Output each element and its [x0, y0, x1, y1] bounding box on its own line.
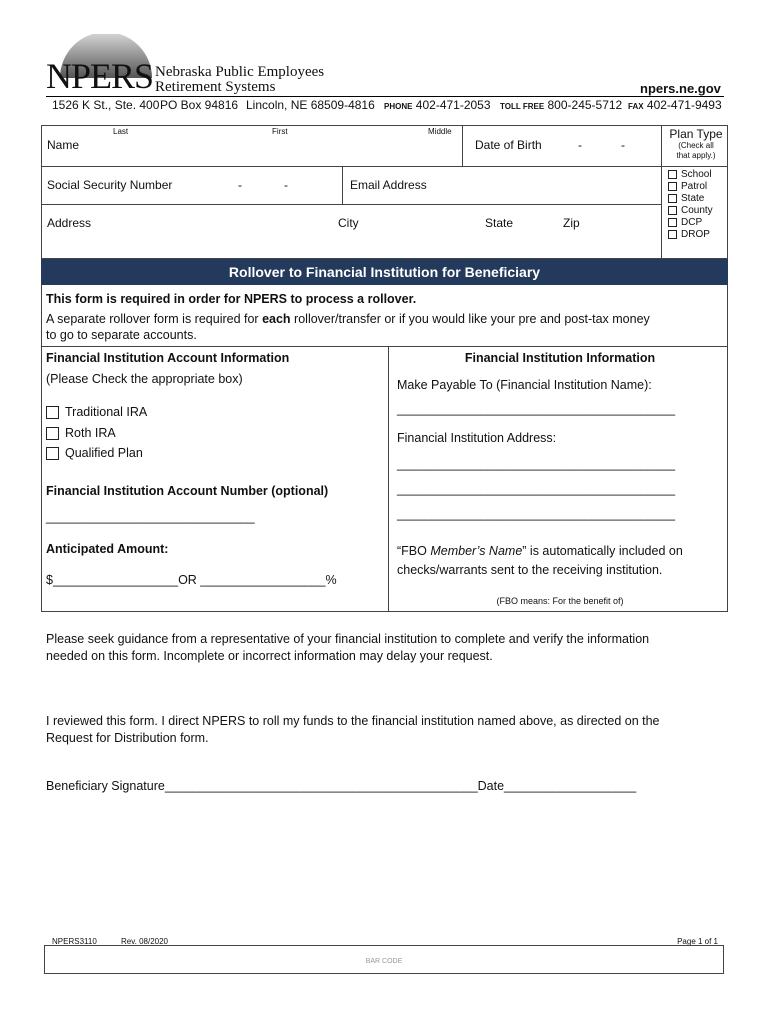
signature-date-line[interactable]: Beneficiary Signature_____________________________________________Date___________________ [46, 779, 637, 793]
org-name-line1: Nebraska Public Employees [155, 64, 325, 80]
city-state: Lincoln, NE 68509-4816 [246, 98, 375, 112]
email-label: Email Address [350, 178, 427, 192]
po-box: PO Box 94816 [160, 98, 239, 112]
check-box-note: (Please Check the appropriate box) [46, 372, 243, 386]
plan-type-title: Plan Type [669, 127, 723, 141]
first-name-label: First [272, 127, 288, 136]
plan-option-patrol[interactable]: Patrol [668, 181, 713, 193]
dob-dash-2: - [621, 138, 625, 152]
ssn-dash-2: - [284, 178, 288, 192]
institution-address-line1[interactable]: ________________________________________ [397, 457, 676, 471]
name-label: Name [47, 138, 80, 152]
checkbox[interactable] [668, 194, 677, 203]
fax-number: 402-471-9493 [646, 98, 722, 112]
logo-text: NPERS [46, 56, 154, 96]
review-line1: I reviewed this form. I direct NPERS to roll my funds to the financial institution named above, as directed on the [46, 714, 660, 728]
institution-address-line2[interactable]: ________________________________________ [397, 482, 676, 496]
org-name-line2: Retirement Systems [155, 79, 276, 95]
checkbox[interactable] [668, 218, 677, 227]
dob-dash-1: - [578, 138, 582, 152]
phone-label: PHONE [384, 102, 413, 111]
account-number-label: Financial Institution Account Number (optional) [46, 484, 329, 498]
ssn-label: Social Security Number [47, 178, 173, 192]
checkbox[interactable] [46, 447, 59, 460]
plan-option-drop[interactable]: DROP [668, 229, 713, 241]
checkbox[interactable] [668, 170, 677, 179]
plan-option-dcp[interactable]: DCP [668, 217, 713, 229]
guidance-line1: Please seek guidance from a representative of your financial institution to complete and verify the information [46, 632, 650, 646]
middle-name-label: Middle [428, 127, 452, 136]
name-field[interactable] [47, 142, 457, 162]
city-label: City [338, 216, 359, 230]
page-number: Page 1 of 1 [677, 937, 718, 946]
account-number-field[interactable]: ______________________________ [46, 510, 255, 524]
account-type-options [46, 402, 147, 464]
fax-label: FAX [628, 102, 644, 111]
form-code: NPERS3110 [52, 937, 97, 946]
barcode-placeholder: BAR CODE [365, 958, 403, 965]
website-link[interactable]: npers.ne.gov [640, 81, 721, 96]
institution-address-label: Financial Institution Address: [397, 431, 557, 445]
tollfree-label: TOLL FREE [500, 102, 545, 111]
separate-form-notice: A separate rollover form is required for each rollover/transfer or if you would like your pre and post-tax money [46, 312, 650, 326]
tollfree-block [500, 98, 622, 112]
checkbox[interactable] [46, 427, 59, 440]
section-banner: Rollover to Financial Institution for Beneficiary [41, 259, 728, 285]
plan-option-state[interactable]: State [668, 193, 713, 205]
ssn-dash-1: - [238, 178, 242, 192]
institution-address-line3[interactable]: ________________________________________ [397, 507, 676, 521]
plan-type-note2: that apply.) [676, 151, 716, 160]
form-revision: Rev. 08/2020 [121, 937, 168, 946]
anticipated-amount-label: Anticipated Amount: [46, 542, 169, 556]
fbo-note: “FBO Member’s Name” is automatically included on [397, 544, 683, 558]
option-roth-ira[interactable]: Roth IRA [46, 423, 147, 444]
fbo-definition: (FBO means: For the benefit of) [496, 596, 624, 606]
institution-info-title: Financial Institution Information [464, 351, 656, 365]
required-notice: This form is required in order for NPERS to process a rollover. [46, 292, 417, 306]
last-name-label: Last [113, 127, 129, 136]
tollfree-number: 800-245-5712 [547, 98, 623, 112]
payable-to-label: Make Payable To (Financial Institution Name): [397, 378, 652, 392]
plan-option-county[interactable]: County [668, 205, 713, 217]
plan-type-note1: (Check all [678, 141, 714, 150]
option-qualified-plan[interactable]: Qualified Plan [46, 443, 147, 464]
separate-form-notice-line2: to go to separate accounts. [46, 328, 197, 342]
dob-label: Date of Birth [475, 138, 542, 152]
zip-label: Zip [563, 216, 580, 230]
checkbox[interactable] [668, 206, 677, 215]
fax-block [628, 98, 722, 112]
plan-type-list [668, 169, 713, 241]
guidance-line2: needed on this form. Incomplete or incorrect information may delay your request. [46, 649, 493, 663]
checkbox[interactable] [46, 406, 59, 419]
fbo-note-line2: checks/warrants sent to the receiving institution. [397, 563, 663, 577]
option-traditional-ira[interactable]: Traditional IRA [46, 402, 147, 423]
review-line2: Request for Distribution form. [46, 731, 209, 745]
phone-block [384, 98, 491, 112]
phone-number: 402-471-2053 [415, 98, 491, 112]
checkbox[interactable] [668, 230, 677, 239]
anticipated-amount-field[interactable]: $__________________OR __________________% [46, 573, 337, 587]
account-info-title: Financial Institution Account Information [46, 351, 290, 365]
header-rule [46, 96, 724, 97]
street-address: 1526 K St., Ste. 400 [52, 98, 160, 112]
address-label: Address [47, 216, 92, 230]
plan-option-school[interactable]: School [668, 169, 713, 181]
payable-to-field[interactable]: ________________________________________ [397, 402, 676, 416]
checkbox[interactable] [668, 182, 677, 191]
state-label: State [485, 216, 514, 230]
